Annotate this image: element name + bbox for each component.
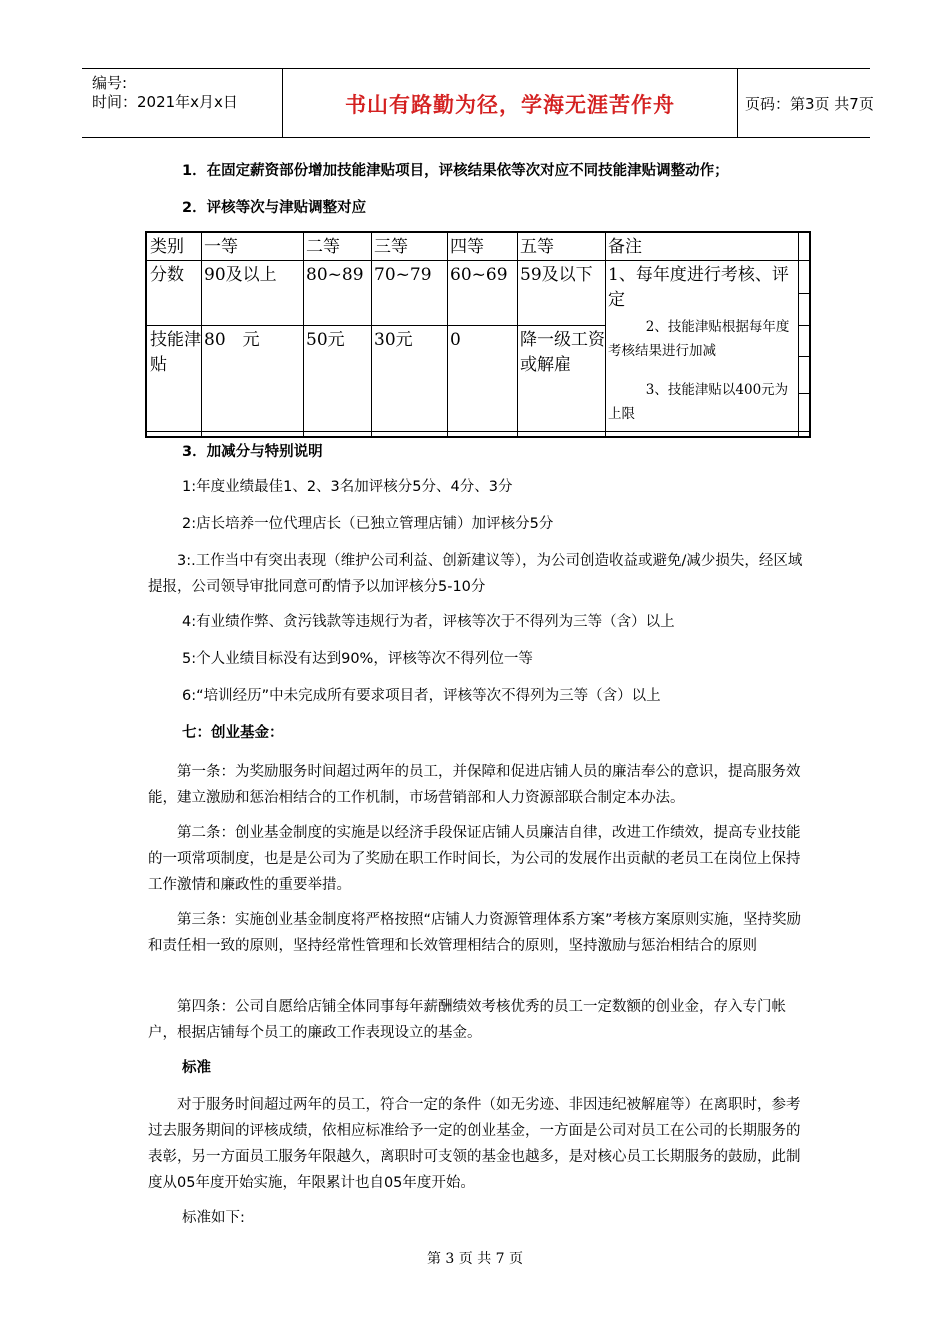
score-grade-3: 70~79 <box>374 265 432 285</box>
page-footer: 第 3 页 共 7 页 <box>426 1251 524 1267</box>
header-page-number: 页码：第3页 共7页 <box>745 95 874 113</box>
allowance-table <box>145 231 811 438</box>
rule-5: 5:个人业绩目标没有达到90%，评核等次不得列位一等 <box>182 651 533 667</box>
article-2: 第二条：创业基金制度的实施是以经济手段保证店铺人员廉洁自律，改进工作绩效，提高专业技能的一项常项制度，也是是公司为了奖励在职工作时间长，为公司的发展作出贡献的老员工在岗位上保持工作激情和廉政性的重要举措。 <box>148 825 801 893</box>
item-1: 1．在固定薪资部份增加技能津贴项目，评核结果依等次对应不同技能津贴调整动作； <box>182 163 729 179</box>
rule-1: 1:年度业绩最佳1、2、3名加评核分5分、4分、3分 <box>182 479 513 495</box>
remark-1: 1、每年度进行考核、评定 <box>608 265 789 310</box>
allowance-grade-1: 80 元 <box>204 330 260 350</box>
header-motto-cell <box>282 69 738 137</box>
article-4: 第四条：公司自愿给店铺全体同事每年薪酬绩效考核优秀的员工一定数额的创业金，存入专门帐户，根据店铺每个员工的廉政工作表现设立的基金。 <box>148 999 786 1041</box>
section-7-title: 七：创业基金： <box>182 725 284 741</box>
standard-below: 标准如下: <box>182 1210 245 1226</box>
item-2: 2．评核等次与津贴调整对应 <box>182 200 367 216</box>
document-number-label: 编号: <box>92 74 128 92</box>
rule-2: 2:店长培养一位代理店长（已独立管理店铺）加评核分5分 <box>182 516 554 532</box>
rule-6: 6:“培训经历”中未完成所有要求项目者，评核等次不得列为三等（含）以上 <box>182 688 661 704</box>
document-time-label: 时间：2021年x月x日 <box>92 93 238 111</box>
header-grade-3: 三等 <box>374 237 408 257</box>
header-remarks: 备注 <box>608 237 642 257</box>
page-header <box>82 68 874 138</box>
header-grade-4: 四等 <box>450 237 484 257</box>
article-1: 第一条：为奖励服务时间超过两年的员工，并保障和促进店铺人员的廉洁奉公的意识，提高服务效能，建立激励和惩治相结合的工作机制，市场营销部和人力资源部联合制定本办法。 <box>148 764 801 806</box>
score-grade-1: 90及以上 <box>204 265 277 285</box>
allowance-label: 技能津贴 <box>150 330 201 375</box>
rule-3: 3:.工作当中有突出表现（维护公司利益、创新建议等），为公司创造收益或避免/减少损失，经区域提报，公司领导审批同意可酌情予以加评核分5-10分 <box>148 553 803 595</box>
header-page-cell <box>737 69 874 137</box>
allowance-grade-4: 0 <box>450 330 461 350</box>
header-grade-5: 五等 <box>520 237 554 257</box>
standard-title: 标准 <box>182 1060 211 1076</box>
header-grade-1: 一等 <box>204 237 238 257</box>
header-grade-2: 二等 <box>306 237 340 257</box>
score-grade-5: 59及以下 <box>520 265 593 285</box>
header-motto: 书山有路勤为径，学海无涯苦作舟 <box>345 93 675 117</box>
header-category: 类别 <box>150 237 184 257</box>
allowance-grade-5: 降一级工资或解雇 <box>520 330 605 375</box>
item-3: 3．加减分与特别说明 <box>182 444 323 460</box>
score-grade-4: 60~69 <box>450 265 508 285</box>
allowance-grade-2: 50元 <box>306 330 345 350</box>
allowance-grade-3: 30元 <box>374 330 413 350</box>
score-label: 分数 <box>150 265 184 285</box>
score-grade-2: 80~89 <box>306 265 364 285</box>
remark-2: 2、技能津贴根据每年度考核结果进行加减 <box>608 319 790 359</box>
standard-text: 对于服务时间超过两年的员工，符合一定的条件（如无劣迹、非因违纪被解雇等）在离职时，参考过去服务期间的评核成绩，依相应标准给予一定的创业基金，一方面是公司对员工在公司的长期服务的表彰，另一方面员工服务年限越久，离职时可支领的基金也越多，是对核心员工长期服务的鼓励，此制度从05年度开始实施，年限累计也自05年度开始。 <box>148 1097 801 1191</box>
rule-4: 4:有业绩作弊、贪污钱款等违规行为者，评核等次于不得列为三等（含）以上 <box>182 614 675 630</box>
article-3: 第三条：实施创业基金制度将严格按照“店铺人力资源管理体系方案”考核方案原则实施，坚持奖励和责任相一致的原则，坚持经常性管理和长效管理相结合的原则，坚持激励与惩治相结合的原则 <box>148 912 802 954</box>
remark-3: 3、技能津贴以400元为上限 <box>608 382 789 422</box>
header-meta <box>82 69 282 137</box>
